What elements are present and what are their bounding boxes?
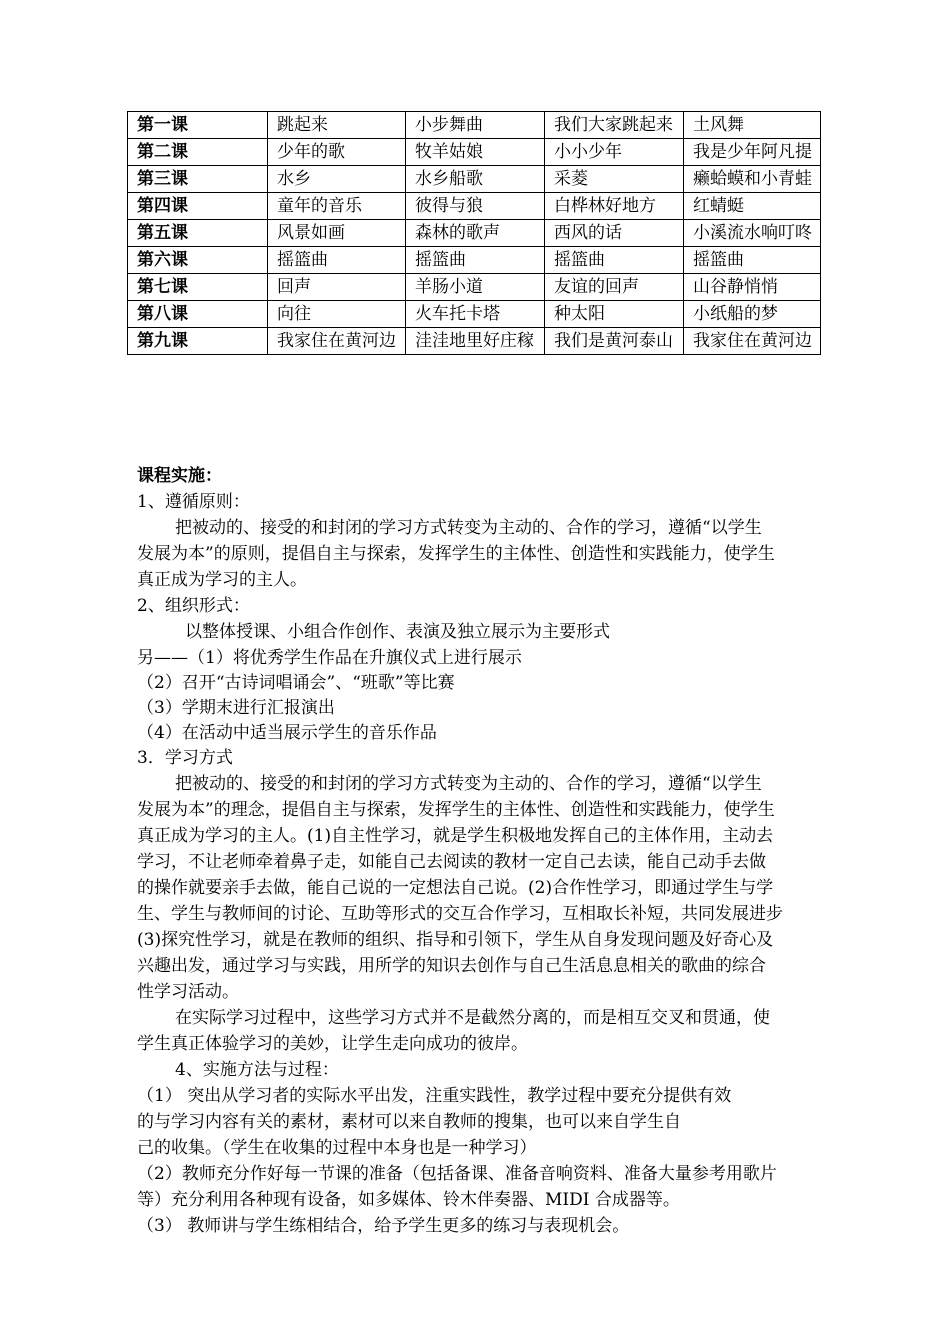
section-3-para-line: 的操作就要亲手去做，能自己说的一定想法自己说。(2)合作性学习，即通过学生与学 <box>137 878 774 898</box>
section-4-item-line: （1） 突出从学习者的实际水平出发，注重实践性，教学过程中要充分提供有效 <box>137 1086 732 1106</box>
song-title-cell: 水乡船歌 <box>406 166 545 193</box>
section-4-title: 4、实施方法与过程： <box>175 1060 339 1080</box>
section-1-para-line: 真正成为学习的主人。 <box>137 570 307 590</box>
song-title-cell: 风景如画 <box>268 220 406 247</box>
song-title-cell: 西风的话 <box>545 220 684 247</box>
song-title-cell: 我家住在黄河边 <box>268 328 406 355</box>
section-1-para-line: 把被动的、接受的和封闭的学习方式转变为主动的、合作的学习，遵循“以学生 <box>175 518 762 538</box>
section-3-para-line: 在实际学习过程中，这些学习方式并不是截然分离的，而是相互交叉和贯通，使 <box>175 1008 770 1028</box>
song-title-cell: 牧羊姑娘 <box>406 139 545 166</box>
song-title-cell: 土风舞 <box>684 112 821 139</box>
song-title-cell: 小溪流水响叮咚 <box>684 220 821 247</box>
song-title-cell: 彼得与狼 <box>406 193 545 220</box>
section-4-item-line: （2）教师充分作好每一节课的准备（包括备课、准备音响资料、准备大量参考用歌片 <box>137 1164 777 1184</box>
lesson-table-body <box>128 112 821 355</box>
song-title-cell: 摇篮曲 <box>545 247 684 274</box>
section-2-item: （4）在活动中适当展示学生的音乐作品 <box>137 723 437 743</box>
table-row <box>128 247 821 274</box>
lesson-number-cell: 第六课 <box>128 247 268 274</box>
section-4-item-line: 己的收集。（学生在收集的过程中本身也是一种学习） <box>137 1138 537 1158</box>
section-2-item: （2）召开“古诗词唱诵会”、“班歌”等比赛 <box>137 673 455 693</box>
section-1-title: 1、遵循原则： <box>137 492 250 512</box>
section-heading: 课程实施： <box>137 466 222 486</box>
section-3-para-line: 生、学生与教师间的讨论、互助等形式的交互合作学习，互相取长补短，共同发展进步 <box>137 904 783 924</box>
section-3-para-line: 学生真正体验学习的美妙，让学生走向成功的彼岸。 <box>137 1034 528 1054</box>
song-title-cell: 洼洼地里好庄稼 <box>406 328 545 355</box>
table-row <box>128 220 821 247</box>
section-4-item-line: 的与学习内容有关的素材，素材可以来自教师的搜集，也可以来自学生自 <box>137 1112 681 1132</box>
table-row <box>128 112 821 139</box>
section-3-para-line: 发展为本”的理念，提倡自主与探索，发挥学生的主体性、创造性和实践能力，使学生 <box>137 800 775 820</box>
lesson-number-cell: 第四课 <box>128 193 268 220</box>
table-row <box>128 274 821 301</box>
section-2-item: 另——（1）将优秀学生作品在升旗仪式上进行展示 <box>137 648 522 668</box>
song-title-cell: 我是少年阿凡提 <box>684 139 821 166</box>
section-3-title: 3．学习方式 <box>137 748 233 768</box>
song-title-cell: 向往 <box>268 301 406 328</box>
table-row <box>128 301 821 328</box>
song-title-cell: 少年的歌 <box>268 139 406 166</box>
section-3-para-line: 学习，不让老师牵着鼻子走，如能自己去阅读的教材一定自己去读，能自己动手去做 <box>137 852 766 872</box>
section-2-main-text: 以整体授课、小组合作创作、表演及独立展示为主要形式 <box>185 622 610 642</box>
song-title-cell: 羊肠小道 <box>406 274 545 301</box>
song-title-cell: 摇篮曲 <box>684 247 821 274</box>
song-title-cell: 童年的音乐 <box>268 193 406 220</box>
song-title-cell: 白桦林好地方 <box>545 193 684 220</box>
section-1-para-line: 发展为本”的原则，提倡自主与探索，发挥学生的主体性、创造性和实践能力，使学生 <box>137 544 775 564</box>
lesson-number-cell: 第八课 <box>128 301 268 328</box>
section-2-title: 2、组织形式： <box>137 596 250 616</box>
song-title-cell: 我们大家跳起来 <box>545 112 684 139</box>
song-title-cell: 摇篮曲 <box>406 247 545 274</box>
song-title-cell: 森林的歌声 <box>406 220 545 247</box>
lesson-song-table <box>127 111 821 355</box>
song-title-cell: 种太阳 <box>545 301 684 328</box>
lesson-number-cell: 第五课 <box>128 220 268 247</box>
section-3-para-line: 兴趣出发，通过学习与实践，用所学的知识去创作与自己生活息息相关的歌曲的综合 <box>137 956 766 976</box>
song-title-cell: 采菱 <box>545 166 684 193</box>
section-4-item-line: （3） 教师讲与学生练相结合，给予学生更多的练习与表现机会。 <box>137 1216 630 1236</box>
song-title-cell: 水乡 <box>268 166 406 193</box>
song-title-cell: 我家住在黄河边 <box>684 328 821 355</box>
table-row <box>128 166 821 193</box>
table-row <box>128 328 821 355</box>
song-title-cell: 摇篮曲 <box>268 247 406 274</box>
lesson-number-cell: 第三课 <box>128 166 268 193</box>
song-title-cell: 跳起来 <box>268 112 406 139</box>
song-title-cell: 火车托卡塔 <box>406 301 545 328</box>
song-title-cell: 癞蛤蟆和小青蛙 <box>684 166 821 193</box>
song-title-cell: 山谷静悄悄 <box>684 274 821 301</box>
song-title-cell: 友谊的回声 <box>545 274 684 301</box>
lesson-number-cell: 第一课 <box>128 112 268 139</box>
section-2-item: （3）学期末进行汇报演出 <box>137 698 335 718</box>
lesson-number-cell: 第七课 <box>128 274 268 301</box>
section-3-para-line: 把被动的、接受的和封闭的学习方式转变为主动的、合作的学习，遵循“以学生 <box>175 774 762 794</box>
song-title-cell: 我们是黄河泰山 <box>545 328 684 355</box>
table-row <box>128 193 821 220</box>
song-title-cell: 小纸船的梦 <box>684 301 821 328</box>
table-row <box>128 139 821 166</box>
section-3-para-line: 真正成为学习的主人。(1)自主性学习，就是学生积极地发挥自己的主体作用，主动去 <box>137 826 774 846</box>
song-title-cell: 回声 <box>268 274 406 301</box>
lesson-number-cell: 第二课 <box>128 139 268 166</box>
section-3-para-line: 性学习活动。 <box>137 982 239 1002</box>
song-title-cell: 小小少年 <box>545 139 684 166</box>
section-4-item-line: 等）充分利用各种现有设备，如多媒体、铃木伴奏器、MIDI 合成器等。 <box>137 1190 680 1210</box>
section-3-para-line: (3)探究性学习，就是在教师的组织、指导和引领下，学生从自身发现问题及好奇心及 <box>137 930 774 950</box>
song-title-cell: 小步舞曲 <box>406 112 545 139</box>
song-title-cell: 红蜻蜓 <box>684 193 821 220</box>
lesson-number-cell: 第九课 <box>128 328 268 355</box>
